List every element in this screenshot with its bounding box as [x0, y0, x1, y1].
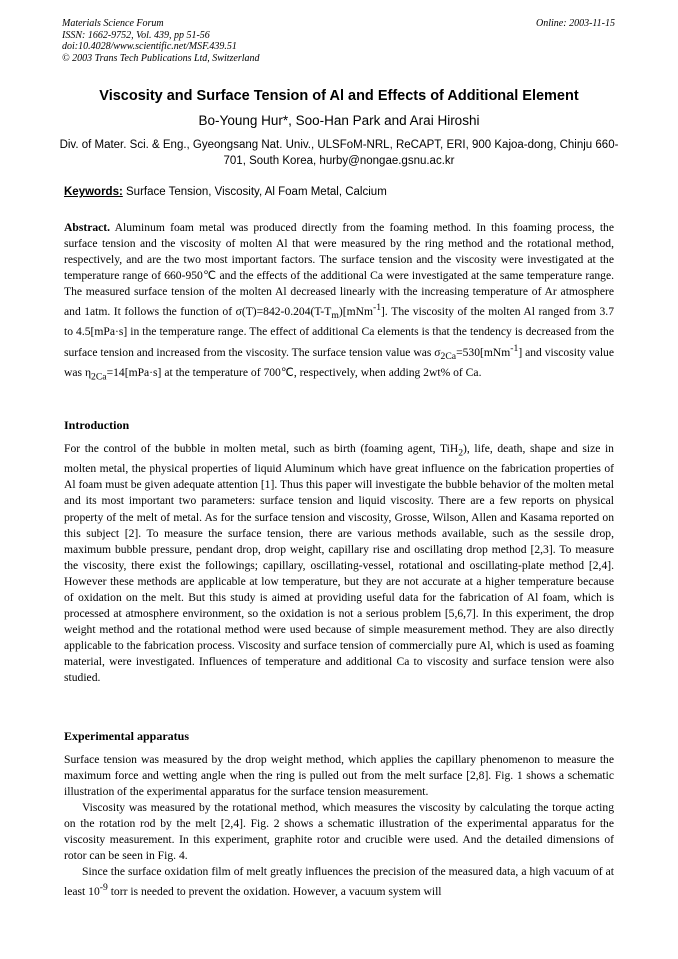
- paper-title: Viscosity and Surface Tension of Al and Effects of Additional Element: [99, 88, 579, 104]
- journal-header: [62, 18, 260, 64]
- online-date: Online: 2003-11-15: [536, 18, 615, 29]
- doi-line: doi:10.4028/www.scientific.net/MSF.439.51: [62, 41, 237, 52]
- keywords-label: Keywords:: [64, 186, 123, 198]
- copyright-line: © 2003 Trans Tech Publications Ltd, Switzerland: [62, 52, 260, 64]
- affiliation: Div. of Mater. Sci. & Eng., Gyeongsang Nat. Univ., ULSFoM-NRL, ReCAPT, ERI, 900 Kajoa-dong, Chinju 660-701, South Korea, hurby@nongae.gsnu.ac.kr: [59, 139, 619, 167]
- abstract: Abstract. Aluminum foam metal was produced directly from the foaming method. In this foaming process, the surface tension and the viscosity of molten Al that were measured by the ring method and the rotational method, respectively, and are the two most important factors. The surface tension and the viscosity were investigated at the temperature range of 660-950℃ and the effects of the additional Ca were investigated at the same temperature range. The measured surface tension of the molten Al decreased linearly with the increasing temperature of Ar atmosphere and 1atm. It follows the function of $\sigma(T)=842-0.204(T-T_m)[mNm^{-1}]$. The viscosity of the molten Al ranged from 3.7 to 4.5[mPa·s] in the temperature range. The effect of additional Ca elements is that the tendency is decreased from the surface tension and increased from the viscosity. The surface tension value was $\sigma_{2Ca}=530[mNm^{-1}]$ and viscosity value was $\eta_{2Ca}=14[mPa\cdot s]$ at the temperature of 700℃, respectively, when adding 2wt% of Ca.: [64, 221, 615, 383]
- abstract-label: Abstract.: [64, 221, 111, 234]
- experimental-para-3: Since the surface oxidation film of melt greatly influences the precision of the measured data, a high vacuum of at least $10^{-9}$ torr is needed to prevent the oxidation. However, a vacuum system will: [64, 865, 614, 899]
- experimental-body: [64, 752, 614, 900]
- author-list: Bo-Young Hur*, Soo-Han Park and Arai Hiroshi: [198, 113, 480, 128]
- experimental-para-1: Surface tension was measured by the drop weight method, which applies the capillary phenomenon to measure the maximum force and wetting angle when the ring is pulled out from the melt surface [2,8]. Fig. 1 shows a schematic illustration of the experimental apparatus for the surface tension measurement.: [64, 753, 614, 799]
- keywords-text: Surface Tension, Viscosity, Al Foam Metal, Calcium: [126, 186, 387, 198]
- experimental-heading: Experimental apparatus: [64, 729, 190, 743]
- issn-line: ISSN: 1662-9752, Vol. 439, pp 51-56: [62, 29, 210, 41]
- experimental-para-2: Viscosity was measured by the rotational method, which measures the viscosity by calculating the torque acting on the rotation rod by the melt [2,4]. Fig. 2 shows a schematic illustration of the experimental apparatus for the viscosity measurement. In this experiment, graphite rotor and crucible were used. And the detailed dimensions of rotor can be seen in Fig. 4.: [64, 801, 614, 863]
- keywords-line: [64, 186, 387, 198]
- abstract-text: Aluminum foam metal was produced directly from the foaming method. In this foaming process, the surface tension and the viscosity of molten Al that were measured by the ring method and the rotational method, respectively, and are the two most important factors. The surface tension and the viscosity were investigated at the temperature range of 660-950℃ and the effects of the additional Ca were investigated at the same temperature range. The measured surface tension of the molten Al decreased linearly with the increasing temperature of Ar atmosphere and 1atm. It follows the function of: [64, 221, 615, 319]
- journal-name: Materials Science Forum: [62, 18, 164, 29]
- introduction-heading: Introduction: [64, 418, 130, 432]
- introduction-body: For the control of the bubble in molten metal, such as birth (foaming agent, TiH$_2$), life, death, shape and size in molten metal, the physical properties of liquid Aluminum which have great influence on the fabrication properties of Al foam must be given adequate attention [1]. Thus this paper will investigate the bubble behavior of the molten metal and its most important two parameters: surface tension and liquid viscosity. There are a few reports on physical property of the melt of metal. As for the surface tension and viscosity, Grosse, Wilson, Allen and Kasama reported on this subject [2]. To measure the surface tension, there are various methods available, such as the sessile drop, maximum bubble pressure, pendant drop, drop weight, capillary rise and oscillating drop method [2,3]. To measure the viscosity, there exist the followings; capillary, oscillating-vessel, rotational and oscillating-plate method [2,4]. However these methods are applicable at low temperature, but they are not accurate at a higher temperature because of oxidation on the melt. But this study is aimed at providing useful data for the fabrication of Al foam, which is processed at atmosphere environment, so the oxidation is not a serious problem [5,6,7]. In this experiment, the drop weight method and the rotational method were used because of simple measurement method. They are also directly applicable to the fabrication process. Viscosity and surface tension of commercially pure Al, which is used as foaming material, were investigated. Influences of temperature and additional Ca to viscosity and surface tension were also studied.: [64, 442, 614, 684]
